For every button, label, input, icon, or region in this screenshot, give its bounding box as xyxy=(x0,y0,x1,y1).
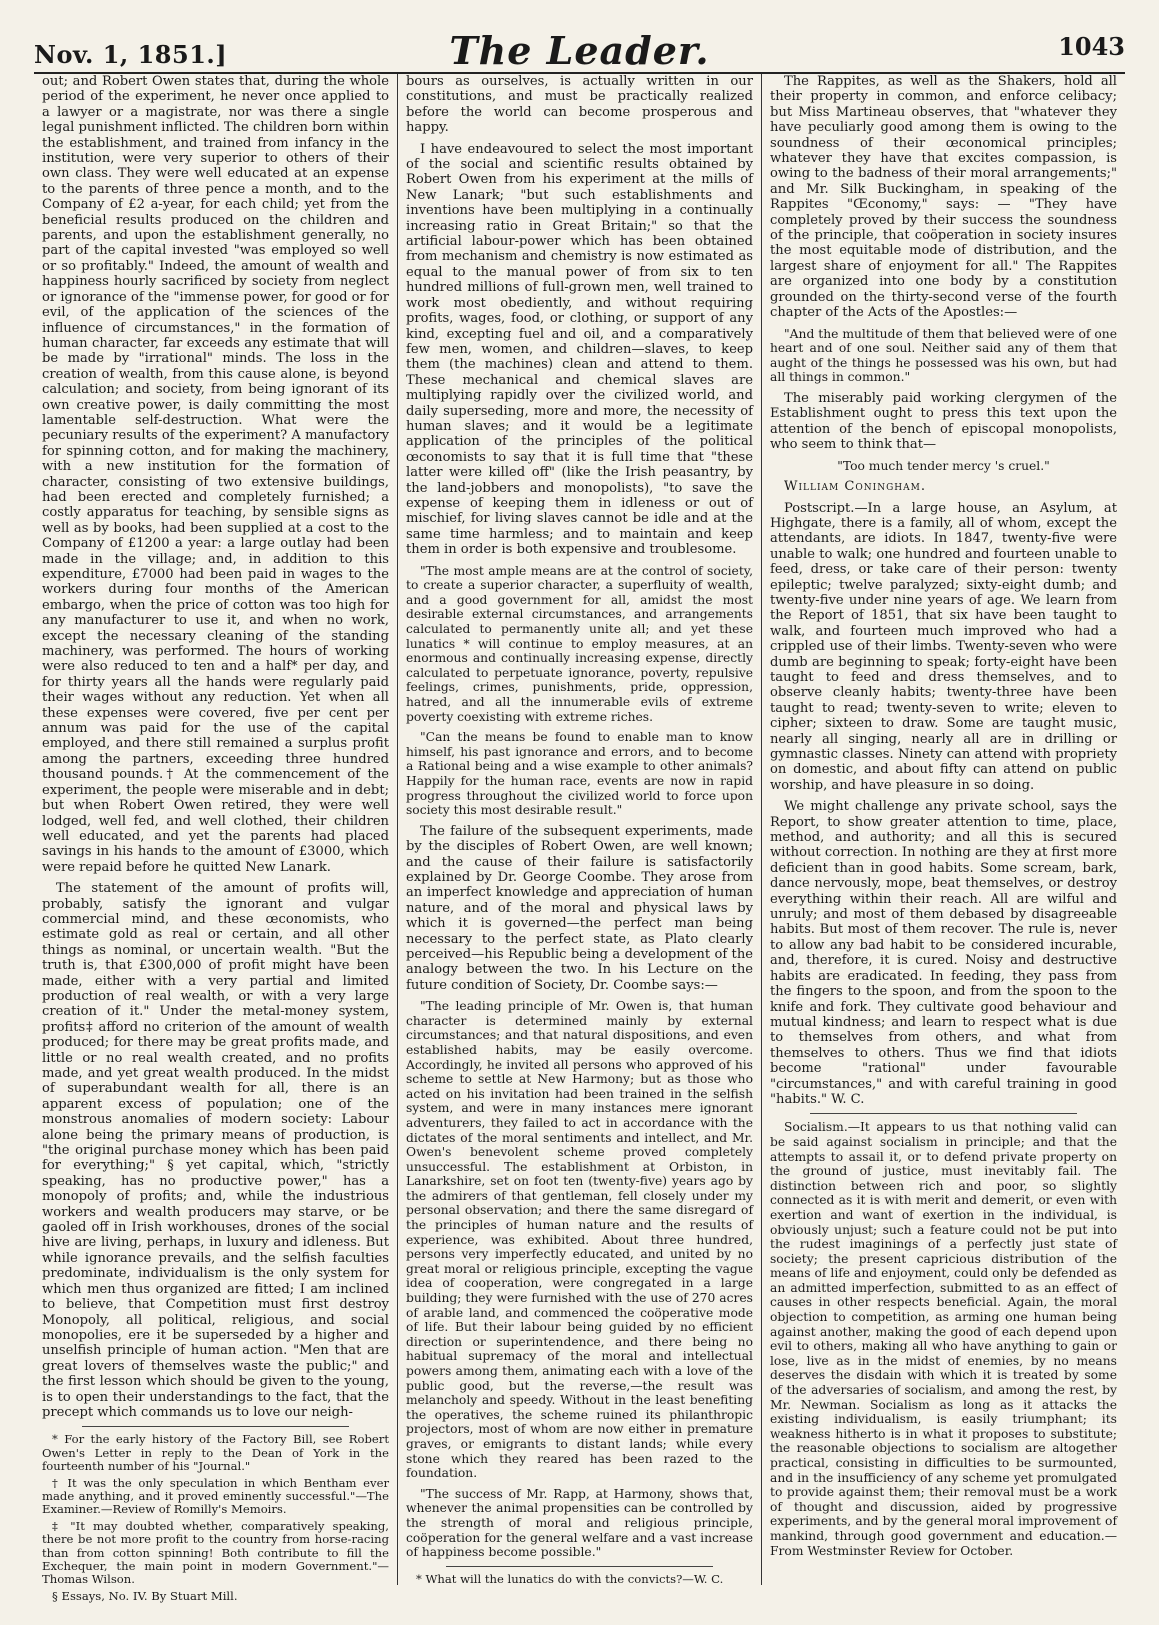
issue-date: Nov. 1, 1851.] xyxy=(34,40,228,69)
col1-paragraph-1: out; and Robert Owen states that, during the whole period of the experiment, he never once applied to a lawyer or a magistrate, nor was there a single legal punishment inflicted. The children born within the establishment, and trained from infancy in the institution, were very superior to others of their own class. They were well educated at an expense to the parents of three pence a month, and to the Company of £2 a-year, for each child; yet from the beneficial results produced on the children and parents, and upon the establishment generally, no part of the capital invested "was employed so well or so profitably." Indeed, the amount of wealth and happiness hourly sacrificed by society from neglect or ignorance of the "immense power, for good or for evil, of the application of the sciences of the influence of circumstances," in the formation of human character, far exceeds any estimate that will be made by "irrational" minds. The loss in the creation of wealth, from this cause alone, is beyond calculation; and society, from being ignorant of its own creative power, is daily committing the most lamentable self-destruction. What were the pecuniary results of the experiment? A manufactory for spinning cotton, and for making the machinery, with a new institution for the formation of character, consisting of two extensive buildings, had been erected and completely furnished; a costly apparatus for teaching, by sensible signs as well as by books, had been supplied at a cost to the Company of £1200 a year: a large outlay had been made in the village; and, in addition to this expenditure, £7000 had been paid in wages to the workers during four months of the American embargo, when the price of cotton was too high for any manufacturer to use it, and when no work, except the necessary cleaning of the standing machinery, was performed. The hours of working were also reduced to ten and a half* per day, and for thirty years all the hands were regularly paid their wages without any reduction. Yet when all these expenses were covered, five per cent per annum was paid for the use of the capital employed, and there still remained a surplus profit among the partners, exceeding three hundred thousand pounds.† At the commencement of the experiment, the people were miserable and in debt; but when Robert Owen retired, they were well lodged, well fed, and well clothed, their children well educated, and yet the parents had placed savings in his hands to the amount of £3000, which were repaid before he quitted New Lanark. xyxy=(42,74,389,875)
col2-paragraph-2: I have endeavoured to select the most important of the social and scientific results obtained by Robert Owen from his experiment at the mills of New Lanark; "but such establishments and inventions have been multiplying in a continually increasing ratio in Great Britain;" so that the artificial labour-power which has been obtained from mechanism and chemistry is now estimated as equal to the manual power of from six to ten hundred millions of full-grown men, well trained to work most obediently, and without requiring profits, wages, food, or clothing, or support of any kind, excepting fuel and oil, and a comparatively few men, women, and children—slaves, to keep them (the machines) clean and attend to them. These mechanical and chemical slaves are multiplying rapidly over the civilized world, and daily superseding, more and more, the necessity of human slaves; and it would be a legitimate application of the principles of the political œconomists to say that it is full time that "these latter were killed off" (like the Irish peasantry, by the land-jobbers and monopolists), "to save the expense of keeping them in idleness or out of mischief, for living slaves cannot be idle and at the same time harmless; and to maintain and keep them in order is both expensive and troublesome. xyxy=(406,141,753,558)
footnote-1: * For the early history of the Factory Bill, see Robert Owen's Letter in reply to the Dean of York in the fourteenth number of his "Journal." xyxy=(42,1432,389,1474)
column-2 xyxy=(397,74,761,1585)
col1-paragraph-2: The statement of the amount of profits will, probably, satisfy the ignorant and vulgar commercial mind, and these œconomists, who estimate gold as real or certain, and all other things as nominal, or uncertain wealth. "But the truth is, that £300,000 of profit might have been made, either with a very partial and limited production of real wealth, or with a very large creation of it." Under the metal-money system, profits‡ afford no criterion of the amount of wealth produced; for there may be great profits made, and little or no real wealth created, and no profits made, and yet great wealth produced. In the midst of superabundant wealth for all, there is an apparent excess of population; one of the monstrous anomalies of modern society: Labour alone being the primary means of production, is "the original purchase money which has been paid for everything;" § yet capital, which, "strictly speaking, has no productive power," has a monopoly of profits; and, while the industrious workers and wealth producers may starve, or be gaoled off in Irish workhouses, drones of the social hive are living, perhaps, in luxury and idleness. But while ignorance prevails, and the selfish faculties predominate, individualism is the only system for which men thus organized are fitted; I am inclined to believe, that Competition must first destroy Monopoly, all political, religious, and social monopolies, ere it be superseded by a higher and unselfish principle of human action. "Men that are great lovers of themselves waste the public;" and the first lesson which should be given to the young, is to open their understandings to the fact, that the precept which commands us to love our neigh- xyxy=(42,881,389,1420)
article-columns xyxy=(34,74,1125,1603)
col3-socialism-excerpt: Socialism.—It appears to us that nothing valid can be said against socialism in principle; and that the attempts to assail it, or to defend private property on the ground of justice, must inevitably fail. The distinction between rich and poor, so slightly connected as it is with merit and demerit, or even with exertion and want of exertion in the individual, is obviously unjust; such a feature could not be put into the rudest imaginings of a perfectly just state of society; the present capricious distribution of the means of life and enjoyment, could only be defended as an admitted imperfection, submitted to as an effect of causes in other respects beneficial. Again, the moral objection to competition, as arming one human being against another, making the good of each depend upon evil to others, making all who have anything to gain or lose, live as in the midst of enemies, by no means deserves the disdain with which it is treated by some of the adversaries of socialism, and among the rest, by Mr. Newman. Socialism as long as it attacks the existing individualism, is easily triumphant; its weakness hitherto is in what it proposes to substitute; the reasonable objections to socialism are altogether practical, consisting in difficulties to be surmounted, and in the insufficiency of any scheme yet promulgated to provide against them; their removal must be a work of thought and discussion, aided by progressive experiments, and by the general moral improvement of mankind, through good government and education.—From Westminster Review for October. xyxy=(770,1120,1117,1558)
section-divider xyxy=(810,1113,1077,1114)
col2-quote-4: "The success of Mr. Rapp, at Harmony, shows that, whenever the animal propensities can be controlled by the strength of moral and religious principle, coöperation for the general welfare and a vast increase of happiness become possible." xyxy=(406,1486,753,1560)
column-1 xyxy=(34,74,397,1603)
col3-quote-1: "And the multitude of them that believed were of one heart and of one soul. Neither said any of them that aught of the things he possessed was his own, but had all things in common." xyxy=(770,326,1117,385)
author-signature: William Coningham. xyxy=(784,479,927,495)
col3-quote-2: "Too much tender mercy 's cruel." xyxy=(837,458,1050,473)
col3-postscript: Postscript.—In a large house, an Asylum, at Highgate, there is a family, all of whom, except the attendants, are idiots. In 1847, twenty-five were unable to walk; one hundred and fourteen unable to feed, dress, or take care of their person: twenty epileptic; twelve paralyzed; sixty-eight dumb; and twenty-five under nine years of age. We learn from the Report of 1851, that six have been taught to walk, and fourteen much improved who had a crippled use of their limbs. Twenty-seven who were dumb are beginning to speak; forty-eight have been taught to feed and dress themselves, and to observe cleanly habits; twenty-three have been taught to read; twenty-seven to write; eleven to cipher; sixteen to draw. Some are taught music, nearly all singing, nearly all are in drilling or gymnastic classes. Ninety can attend with propriety on domestic, and about fifty can attend on public worship, and have pleasure in so doing. xyxy=(770,500,1117,793)
col2-footnotes xyxy=(406,1573,753,1586)
col2-paragraph-3: The failure of the subsequent experiments, made by the disciples of Robert Owen, are well known; and the cause of their failure is satisfactorily explained by Dr. George Coombe. They arose from an imperfect knowledge and appreciation of human nature, and of the moral and physical laws by which it is governed—the perfect man being necessary to the perfect state, as Plato clearly perceived—his Republic being a development of the analogy between the two. In his Lecture on the future condition of Society, Dr. Coombe says:— xyxy=(406,823,753,993)
newspaper-title: The Leader. xyxy=(449,28,710,73)
column-3 xyxy=(761,74,1125,1585)
footnote-divider xyxy=(446,1566,713,1567)
col2-quote-2: "Can the means be found to enable man to know himself, his past ignorance and errors, and to become a Rational being and a wise example to other animals? Happily for the human race, events are now in rapid progress throughout the civilized world to force upon society this most desirable result." xyxy=(406,730,753,818)
page-number: 1043 xyxy=(1058,32,1125,61)
footnote-4: § Essays, No. IV. By Stuart Mill. xyxy=(52,1588,238,1603)
col2-quote-1: "The most ample means are at the control of society, to create a superior character, a superfluity of wealth, and a good government for all, amidst the most desirable external circumstances, and arrangements calculated to permanently unite all; and yet these lunatics * will continue to employ measures, at an enormous and continually increasing expense, directly calculated to perpetuate ignorance, poverty, repulsive feelings, crimes, punishments, pride, oppression, hatred, and all the innumerable evils of extreme poverty coexisting with extreme riches. xyxy=(406,563,753,724)
col3-paragraph-1: The Rappites, as well as the Shakers, hold all their property in common, and enforce celibacy; but Miss Martineau observes, that "whatever they have peculiarly good among them is owing to the soundness of their œconomical principles; whatever they have that excites compassion, is owing to the badness of their moral arrangements;" and Mr. Silk Buckingham, in speaking of the Rappites "Œconomy," says: — "They have completely proved by their success the soundness of the principle, that coöperation in society insures the most equitable mode of distribution, and the largest share of enjoyment for all." The Rappites are organized into one body by a constitution grounded on the thirty-second verse of the fourth chapter of the Acts of the Apostles:— xyxy=(770,74,1117,321)
footnote-lunatics: * What will the lunatics do with the convicts?—W. C. xyxy=(416,1571,724,1586)
footnote-3: ‡ "It may doubted whether, comparatively speaking, there be not more profit to the country from horse-racing than from cotton spinning! Both contribute to fill the Exchequer, the main point in modern Government."—Thomas Wilson. xyxy=(42,1518,389,1587)
col2-paragraph-1: bours as ourselves, is actually written in our constitutions, and must be practically realized before the world can become prosperous and happy. xyxy=(406,74,753,136)
footnote-2: † It was the only speculation in which Bentham ever made anything, and it proved eminently successful."—The Examiner.—Review of Romilly's Memoirs. xyxy=(42,1475,389,1517)
col3-paragraph-2: The miserably paid working clergymen of the Establishment ought to press this text upon the attention of the bench of episcopal monopolists, who seem to think that— xyxy=(770,390,1117,453)
footnote-divider xyxy=(82,1426,349,1427)
col1-footnotes xyxy=(42,1433,389,1603)
col2-quote-3: "The leading principle of Mr. Owen is, that human character is determined mainly by external circumstances; and that natural dispositions, and even established habits, may be easily overcome. Accordingly, he invited all persons who approved of his scheme to settle at New Harmony; but as those who acted on his invitation had been trained in the selfish system, and were in many instances mere ignorant adventurers, they failed to act in accordance with the dictates of the moral sentiments and intellect, and Mr. Owen's benevolent scheme proved completely unsuccessful. The establishment at Orbiston, in Lanarkshire, set on foot ten (twenty-five) years ago by the admirers of that gentleman, fell closely under my personal observation; and there the same disregard of the principles of human nature and the results of experience, was exhibited. About three hundred, persons very imperfectly educated, and united by no great moral or religious principle, excepting the vague idea of cooperation, were congregated in a large building; they were furnished with the use of 270 acres of arable land, and commenced the coöperative mode of life. But their labour being guided by no efficient direction or superintendence, and there being no habitual supremacy of the moral and intellectual powers among them, animating each with a love of the public good, but the reverse,—the result was melancholy and speedy. Without in the least benefiting the operatives, the scheme ruined its philanthropic projectors, most of whom are now either in premature graves, or emigrants to distant lands; while every stone which they reared has been razed to the foundation. xyxy=(406,999,753,1481)
masthead xyxy=(34,18,1125,74)
col3-paragraph-4: We might challenge any private school, says the Report, to show greater attention to time, place, method, and authority; and all this is secured without correction. In nothing are they at first more deficient than in good habits. Some scream, bark, dance nervously, mope, beat themselves, or destroy everything within their reach. All are wilful and unruly; and most of them debased by disagreeable habits. But most of them recover. The rule is, never to allow any bad habit to be considered incurable, and, therefore, it is cured. Noisy and destructive habits are eradicated. In feeding, they pass from the fingers to the spoon, and from the spoon to the knife and fork. They cultivate good behaviour and mutual kindness; and learn to respect what is due to themselves from others, and what from themselves to others. Thus we find that idiots become "rational" under favourable "circumstances," and with careful training in good "habits." W. C. xyxy=(770,799,1117,1107)
